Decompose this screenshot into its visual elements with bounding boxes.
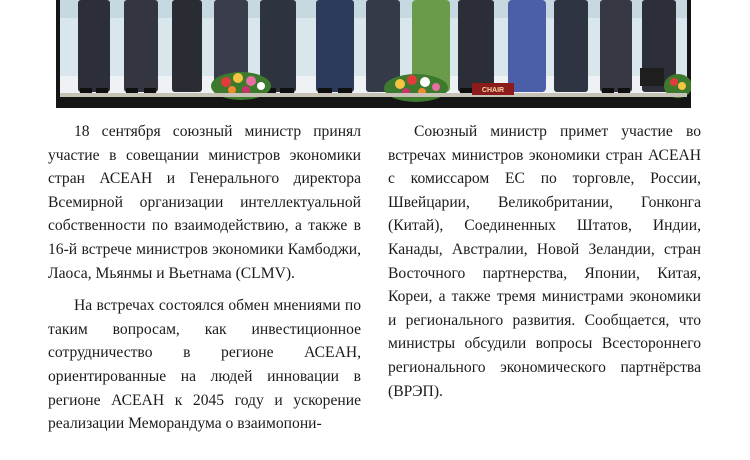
article-column-right	[388, 120, 701, 412]
paragraph: Союзный министр примет участие во встречах министров экономики стран АСЕАН с комиссаром ЕС по торговле, России, Швейцарии, Великобритании, Гонконга (Китай), Соединенных Штатов, Индии, Канады, Австралии, Новой Зеландии, стран Восточного партнерства, Японии, Китая, Кореи, а также тремя министрами экономики и регионального развития. Сообщается, что министры обсудили вопросы Всестороннего регионального экономического партнёрства (ВРЭП).	[388, 123, 701, 400]
group-photo-illustration	[56, 0, 691, 108]
flower-bouquet-icon	[384, 74, 448, 102]
article-column-left	[48, 120, 361, 445]
paragraph: На встречах состоялся обмен мнениями по таким вопросам, как инвестиционное сотрудничество в регионе АСЕАН, ориентированные на людей инновации в регионе АСЕАН к 2045 году и ускорение реализации Меморандума о взаимопони-	[48, 297, 361, 433]
paragraph: 18 сентября союзный министр принял участие в совещании министров экономики стран АСЕАН и Генерального директора Всемирной организации интеллектуальной собственности по взаимодействию, а также в 16-й встрече министров экономики Камбоджи, Лаоса, Мьянмы и Вьетнама (CLMV).	[48, 123, 361, 282]
chair-placard-label: CHAIR	[481, 87, 505, 94]
group-photo	[56, 0, 691, 108]
